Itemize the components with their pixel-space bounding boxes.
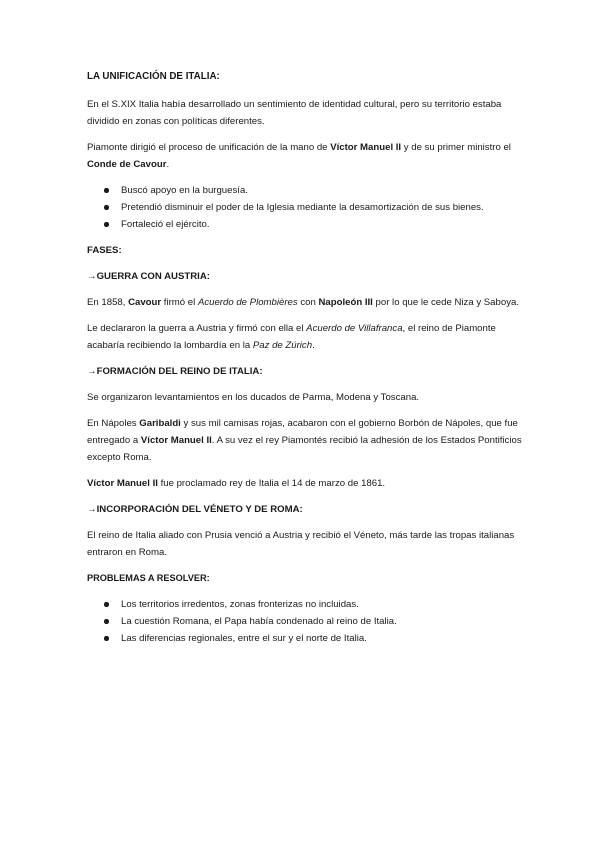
- arrow-right-icon: →: [87, 504, 97, 515]
- guerra-paragraph-2: [87, 320, 527, 354]
- text-run: En Nápoles: [87, 418, 140, 429]
- bold-name-victor-manuel: Víctor Manuel II: [87, 478, 158, 489]
- incorporacion-paragraph-1: El reino de Italia aliado con Prusia venció a Austria y recibió el Véneto, más tarde las tropas italianas entraron en Roma.: [87, 530, 515, 558]
- list-item-text: Las diferencias regionales, entre el sur y el norte de Italia.: [121, 633, 367, 644]
- bullet-icon: [104, 222, 109, 227]
- arrow-right-icon: →: [87, 366, 97, 377]
- italic-acuerdo-plombieres: Acuerdo de Plombières: [197, 297, 298, 308]
- list-item-text: Los territorios irredentos, zonas fronterizas no incluidas.: [121, 599, 359, 610]
- text-run: , el reino de Piamonte acabaría recibiendo la lombardía en la: [87, 323, 496, 351]
- formacion-paragraph-1: Se organizaron levantamientos en los ducados de Parma, Modena y Toscana.: [87, 392, 420, 403]
- text-run: y sus mil camisas rojas, acabaron con el gobierno Borbón de Nápoles, que fue entregado a: [87, 418, 518, 446]
- text-run: . A su vez el rey Piamontés recibió la adhesión de los Estados Pontificios excepto Roma.: [87, 435, 522, 463]
- section-heading-incorporacion: [87, 501, 527, 518]
- intro-bullet-list: [87, 182, 527, 233]
- list-item: [87, 182, 527, 199]
- bullet-icon: [104, 205, 109, 210]
- text-run: En 1858,: [87, 297, 129, 308]
- bold-name-victor-manuel: Víctor Manuel II: [330, 142, 402, 153]
- list-item-text: Buscó apoyo en la burguesía.: [121, 185, 248, 196]
- text-run: firmó el: [161, 297, 198, 308]
- list-item: [87, 596, 527, 613]
- list-item-text: Pretendió disminuir el poder de la Iglesia mediante la desamortización de sus bienes.: [121, 202, 484, 213]
- intro-paragraph-2: [87, 139, 527, 173]
- bullet-icon: [104, 602, 109, 607]
- fases-heading: FASES:: [87, 245, 122, 256]
- heading-text: GUERRA CON AUSTRIA:: [96, 271, 210, 282]
- list-item: [87, 630, 527, 647]
- intro-paragraph-1: En el S.XIX Italia había desarrollado un sentimiento de identidad cultural, pero su territorio estaba dividido en zonas con políticas diferentes.: [87, 99, 502, 127]
- list-item: [87, 216, 527, 233]
- arrow-right-icon: →: [87, 271, 97, 282]
- guerra-paragraph-1: [87, 294, 527, 311]
- text-run: por lo que le cede Niza y Saboya.: [372, 297, 519, 308]
- text-run: .: [166, 159, 170, 170]
- document-title: LA UNIFICACIÓN DE ITALIA:: [87, 71, 220, 82]
- section-heading-formacion: [87, 363, 527, 380]
- text-run: con: [297, 297, 319, 308]
- text-run: y de su primer ministro el: [401, 142, 511, 153]
- bold-name-garibaldi: Garibaldi: [139, 418, 181, 429]
- list-item-text: Fortaleció el ejército.: [121, 219, 210, 230]
- formacion-paragraph-3: [87, 475, 527, 492]
- list-item: [87, 613, 527, 630]
- formacion-paragraph-2: [87, 415, 527, 466]
- bold-name-victor-manuel: Víctor Manuel II: [140, 435, 212, 446]
- bold-name-cavour: Conde de Cavour: [87, 159, 167, 170]
- heading-text: INCORPORACIÓN DEL VÉNETO Y DE ROMA:: [96, 504, 303, 515]
- bold-name-cavour: Cavour: [128, 297, 162, 308]
- problemas-bullet-list: [87, 596, 527, 647]
- list-item: [87, 199, 527, 216]
- bullet-icon: [104, 188, 109, 193]
- document-page: [87, 68, 527, 656]
- italic-paz-zurich: Paz de Zúrich: [252, 340, 313, 351]
- problemas-heading: PROBLEMAS A RESOLVER:: [87, 573, 210, 583]
- text-run: Le declararon la guerra a Austria y firmó con ella el: [87, 323, 307, 334]
- bullet-icon: [104, 636, 109, 641]
- italic-acuerdo-villafranca: Acuerdo de Villafranca: [306, 323, 403, 334]
- heading-text: FORMACIÓN DEL REINO DE ITALIA:: [96, 366, 263, 377]
- bold-name-napoleon: Napoleón III: [318, 297, 373, 308]
- text-run: fue proclamado rey de Italia el 14 de marzo de 1861.: [157, 478, 386, 489]
- text-run: .: [312, 340, 315, 351]
- list-item-text: La cuestión Romana, el Papa había condenado al reino de Italia.: [121, 616, 397, 627]
- section-heading-guerra: [87, 268, 527, 285]
- text-run: Piamonte dirigió el proceso de unificación de la mano de: [87, 142, 331, 153]
- bullet-icon: [104, 619, 109, 624]
